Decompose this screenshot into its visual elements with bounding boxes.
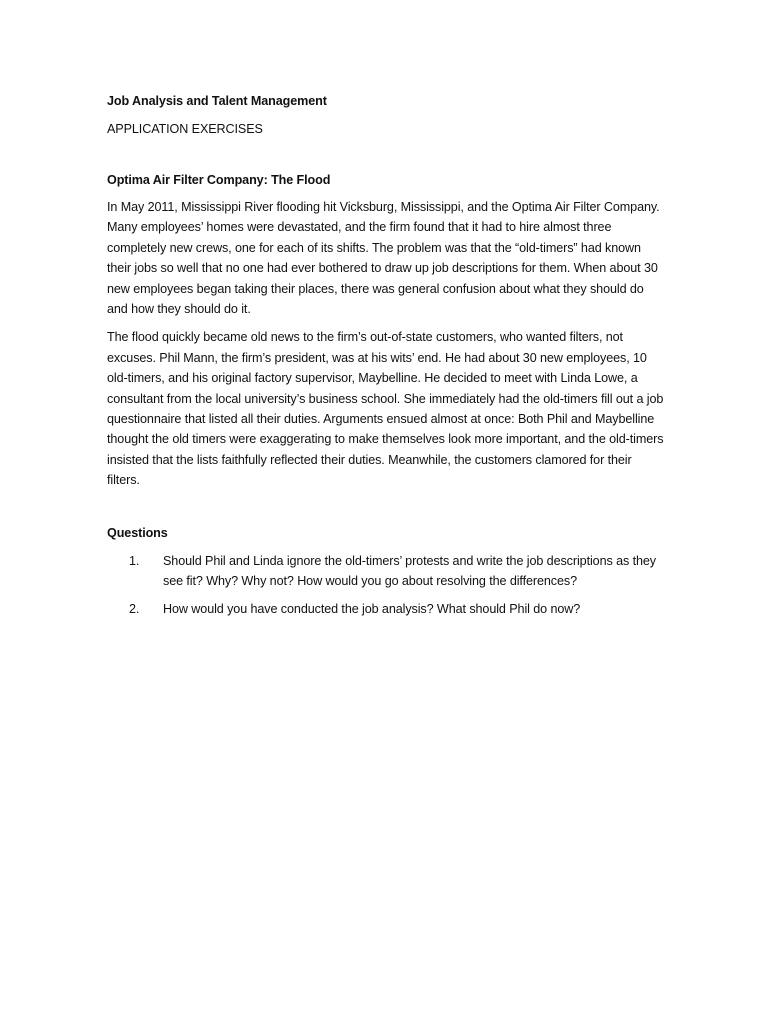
- question-number: 2.: [129, 601, 140, 616]
- questions-heading: Questions: [107, 525, 168, 540]
- questions-list: [107, 551, 667, 619]
- section-label: APPLICATION EXERCISES: [107, 122, 263, 136]
- question-number: 1.: [129, 553, 140, 568]
- question-text: How would you have conducted the job analysis? What should Phil do now?: [163, 601, 581, 616]
- question-item-2: [107, 599, 667, 619]
- paragraph-1: In May 2011, Mississippi River flooding hit Vicksburg, Mississippi, and the Optima Air Filter Company. Many employees’ homes were devastated, and the firm found that it had to hire almost three completely new crews, one for each of its shifts. The problem was that the “old-timers” had known their jobs so well that no one had ever bothered to draw up job descriptions for them. When about 30 new employees began taking their places, there was general confusion about what they should do and how they should do it.: [107, 200, 660, 317]
- case-title: Optima Air Filter Company: The Flood: [107, 173, 331, 187]
- paragraph-2: The flood quickly became old news to the firm’s out-of-state customers, who wanted filters, not excuses. Phil Mann, the firm’s president, was at his wits’ end. He had about 30 new employees, 10 old-timers, and his original factory supervisor, Maybelline. He decided to meet with Linda Lowe, a consultant from the local university’s business school. She immediately had the old-timers fill out a job questionnaire that listed all their duties. Arguments ensued almost at once: Both Phil and Maybelline thought the old timers were exaggerating to make themselves look more important, and the old-timers insisted that the lists faithfully reflected their duties. Meanwhile, the customers clamored for their filters.: [107, 330, 664, 488]
- document-title: Job Analysis and Talent Management: [107, 94, 327, 108]
- question-text: Should Phil and Linda ignore the old-timers’ protests and write the job descriptions as they see fit? Why? Why not? How would you go about resolving the differences?: [163, 553, 656, 589]
- document-body: [107, 92, 667, 626]
- question-item-1: [107, 551, 667, 592]
